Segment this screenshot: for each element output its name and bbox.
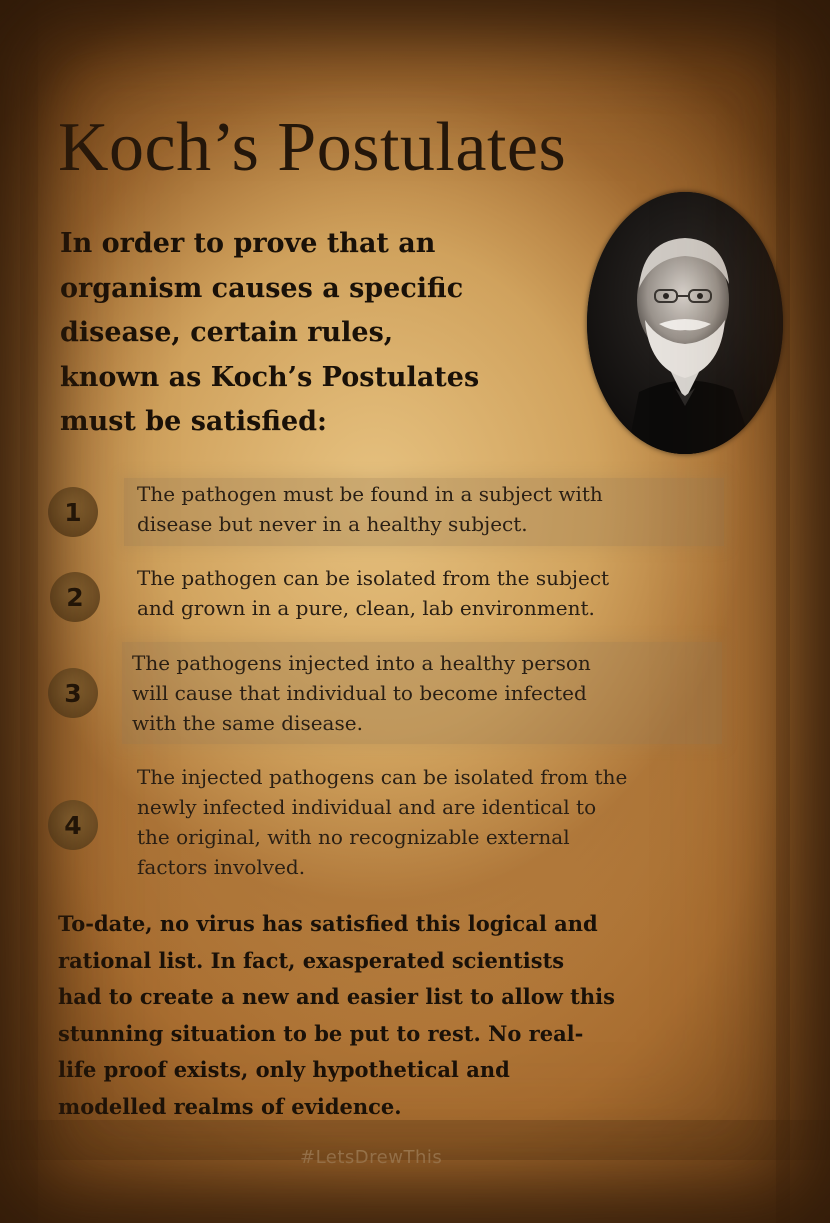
postulate-line: The pathogen must be found in a subject with xyxy=(137,482,603,506)
postulate-item xyxy=(0,555,830,635)
intro-line: known as Koch’s Postulates xyxy=(60,361,480,393)
intro-line: disease, certain rules, xyxy=(60,317,394,348)
portrait-image xyxy=(587,192,783,454)
postulate-number-badge: 4 xyxy=(48,800,98,850)
postulate-line: The injected pathogens can be isolated from the xyxy=(137,765,628,789)
postulate-line: will cause that individual to become infected xyxy=(132,681,587,705)
postulate-number-badge: 1 xyxy=(48,487,98,537)
postulate-text xyxy=(137,563,609,623)
page-title: Koch’s Postulates xyxy=(58,109,567,186)
postulate-line: factors involved. xyxy=(137,855,306,879)
conclusion-line: had to create a new and easier list to allow this xyxy=(58,984,615,1010)
postulate-text xyxy=(137,479,603,539)
postulate-item xyxy=(0,470,830,550)
conclusion-line: To-date, no virus has satisfied this logical and xyxy=(58,911,598,936)
conclusion-line: modelled realms of evidence. xyxy=(58,1093,402,1119)
postulate-line: disease but never in a healthy subject. xyxy=(137,512,528,536)
postulate-item xyxy=(0,640,830,750)
portrait-photo xyxy=(587,192,783,454)
postulate-text xyxy=(132,648,591,738)
watermark-text: #LetsDrewThis xyxy=(300,1147,443,1168)
postulate-text xyxy=(137,762,627,882)
conclusion-line: stunning situation to be put to rest. No real- xyxy=(58,1020,584,1046)
postulate-line: and grown in a pure, clean, lab environment. xyxy=(137,596,595,620)
postulate-number-badge: 2 xyxy=(50,572,100,622)
postulate-line: with the same disease. xyxy=(132,711,363,735)
conclusion-line: rational list. In fact, exasperated scientists xyxy=(58,947,565,973)
postulate-line: The pathogen can be isolated from the subject xyxy=(137,566,610,590)
postulate-line: the original, with no recognizable external xyxy=(137,825,570,849)
intro-line: organism causes a specific xyxy=(60,272,464,304)
conclusion-paragraph xyxy=(58,906,758,1126)
postulate-line: newly infected individual and are identical to xyxy=(137,795,597,819)
conclusion-line: life proof exists, only hypothetical and xyxy=(58,1057,510,1083)
postulate-item xyxy=(0,755,830,895)
postulate-number-badge: 3 xyxy=(48,668,98,718)
intro-line: In order to prove that an xyxy=(60,228,436,259)
postulate-line: The pathogens injected into a healthy person xyxy=(132,651,591,675)
intro-line: must be satisfied: xyxy=(60,406,328,437)
intro-paragraph xyxy=(60,222,565,445)
